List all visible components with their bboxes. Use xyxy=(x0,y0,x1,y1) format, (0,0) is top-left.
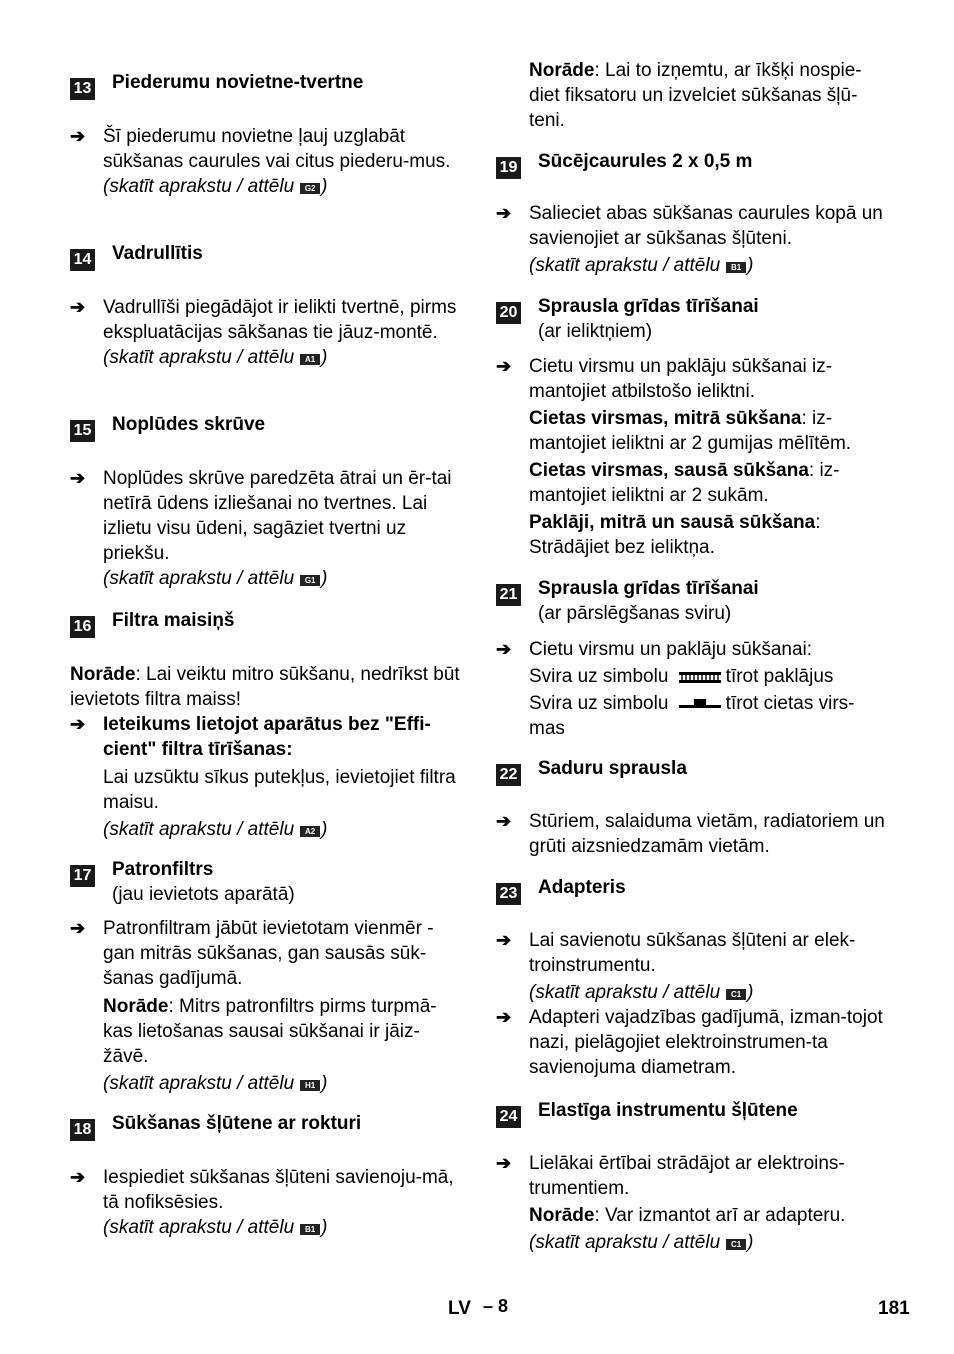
section-15-body xyxy=(70,466,460,591)
figure-reference: (skatīt aprakstu / attēlu G1 ) xyxy=(103,568,328,589)
footer-page-label: – 8 xyxy=(483,1296,509,1316)
arrow-right-icon: ➔ xyxy=(496,1153,512,1173)
note-paragraph: Norāde: Mitrs patronfiltrs pirms turpmā-kas lietošanas sausai sūkšanai ir jāiz-žāvē. xyxy=(103,996,437,1067)
section-number: 14 xyxy=(70,249,95,271)
section-number: 22 xyxy=(496,764,521,786)
footer-language: LV xyxy=(448,1298,471,1319)
bullet-text: Stūriem, salaiduma vietām, radiatoriem un grūti aizsniedzamām vietām. xyxy=(529,811,885,857)
bullet-text: Patronfiltram jābūt ievietotam vienmēr - gan mitrās sūkšanas, gan sausās sūk-šanas gadījumā. xyxy=(103,918,434,989)
section-title: Elastīga instrumentu šļūtene xyxy=(538,1100,798,1121)
figure-reference: (skatīt aprakstu / attēlu B1 ) xyxy=(529,255,754,276)
section-number: 21 xyxy=(496,584,521,606)
section-number: 18 xyxy=(70,1119,95,1141)
figure-ref-icon: H1 xyxy=(300,1080,320,1091)
figure-ref-icon: B1 xyxy=(726,262,746,273)
bullet-text: Lai savienotu sūkšanas šļūteni ar elek-troinstrumentu. xyxy=(529,930,856,976)
paragraph: Cietas virsmas, sausā sūkšana: iz-mantojiet ieliktni ar 2 sukām. xyxy=(529,460,840,506)
bullet-text: Adapteri vajadzības gadījumā, izman-tojot nazi, pielāgojiet elektroinstrumen-ta savienojuma diametram. xyxy=(529,1007,883,1078)
arrow-right-icon: ➔ xyxy=(496,639,512,659)
section-title: Sūcējcaurules 2 x 0,5 m xyxy=(538,151,753,172)
section-title: Noplūdes skrūve xyxy=(112,414,266,435)
hard-floor-symbol-icon xyxy=(678,697,722,711)
section-number: 13 xyxy=(70,78,95,100)
footer-page-number: 181 xyxy=(878,1298,910,1319)
carpet-symbol-icon xyxy=(678,670,722,684)
section-16-header xyxy=(70,608,235,638)
section-19-header xyxy=(496,149,752,179)
bullet-text: Lielākai ērtībai strādājot ar elektroins-trumentiem. xyxy=(529,1153,845,1199)
figure-ref-icon: G1 xyxy=(300,575,320,586)
section-subtitle: (ar ieliktņiem) xyxy=(538,321,653,342)
section-title: Sūkšanas šļūtene ar rokturi xyxy=(112,1113,362,1134)
arrow-right-icon: ➔ xyxy=(70,126,86,146)
arrow-right-icon: ➔ xyxy=(496,1007,512,1027)
section-number: 24 xyxy=(496,1106,521,1128)
arrow-right-icon: ➔ xyxy=(496,203,512,223)
section-subtitle: (ar pārslēgšanas sviru) xyxy=(538,603,732,624)
section-24-body xyxy=(496,1151,886,1255)
arrow-right-icon: ➔ xyxy=(496,811,512,831)
figure-ref-icon: B1 xyxy=(300,1224,320,1235)
figure-ref-icon: C1 xyxy=(726,1239,746,1250)
section-subtitle: (jau ievietots aparātā) xyxy=(112,884,295,905)
section-13-header xyxy=(70,70,363,100)
arrow-right-icon: ➔ xyxy=(70,1167,86,1187)
section-number: 20 xyxy=(496,302,521,324)
bullet-text: Cietu virsmu un paklāju sūkšanai: Svira uz simbolu tīrot paklājus Svira uz simbolu tīrot cietas virs- mas xyxy=(529,639,855,739)
bullet-text: Iespiediet sūkšanas šļūteni savienoju-mā, tā nofiksēsies. xyxy=(103,1167,454,1213)
section-14-header xyxy=(70,241,203,271)
section-title: Adapteris xyxy=(538,877,626,898)
section-20-header xyxy=(496,294,759,344)
figure-reference: (skatīt aprakstu / attēlu C1 ) xyxy=(529,982,754,1003)
section-19-body xyxy=(496,201,886,278)
figure-reference: (skatīt aprakstu / attēlu B1 ) xyxy=(103,1217,328,1238)
figure-reference: (skatīt aprakstu / attēlu H1 ) xyxy=(103,1073,328,1094)
note-paragraph: Norāde: Var izmantot arī ar adapteru. xyxy=(529,1205,846,1226)
arrow-right-icon: ➔ xyxy=(70,714,86,734)
figure-reference: (skatīt aprakstu / attēlu A2 ) xyxy=(103,819,328,840)
section-14-body xyxy=(70,295,460,370)
section-18-header xyxy=(70,1111,361,1141)
figure-ref-icon: G2 xyxy=(300,183,320,194)
section-title: Piederumu novietne-tvertne xyxy=(112,72,364,93)
section-title: Vadrullītis xyxy=(112,243,203,264)
section-title: Sprausla grīdas tīrīšanai xyxy=(538,578,759,599)
paragraph: Lai uzsūktu sīkus putekļus, ievietojiet filtra maisu. xyxy=(103,767,456,813)
section-16-body xyxy=(70,662,460,842)
arrow-right-icon: ➔ xyxy=(70,918,86,938)
section-title: Saduru sprausla xyxy=(538,758,687,779)
bullet-text: Ieteikums lietojot aparātus bez "Effi-cient" filtra tīrīšanas: xyxy=(103,714,431,760)
section-18-body xyxy=(70,1165,460,1240)
section-number: 16 xyxy=(70,616,95,638)
arrow-right-icon: ➔ xyxy=(496,356,512,376)
bullet-text: Vadrullīši piegādājot ir ielikti tvertnē, pirms ekspluatācijas sākšanas tie jāuz-montē. xyxy=(103,297,457,343)
section-title: Patronfiltrs xyxy=(112,859,214,880)
section-24-header xyxy=(496,1098,798,1128)
section-title: Sprausla grīdas tīrīšanai xyxy=(538,296,759,317)
section-21-body xyxy=(496,637,886,741)
section-17-body xyxy=(70,916,460,1096)
section-22-body xyxy=(496,809,886,859)
arrow-right-icon: ➔ xyxy=(496,930,512,950)
section-23-header xyxy=(496,875,626,905)
section-number: 15 xyxy=(70,420,95,442)
arrow-right-icon: ➔ xyxy=(70,297,86,317)
section-22-header xyxy=(496,756,687,786)
figure-reference: (skatīt aprakstu / attēlu G2 ) xyxy=(103,176,328,197)
figure-ref-icon: A1 xyxy=(300,354,320,365)
figure-ref-icon: A2 xyxy=(300,826,320,837)
section-title: Filtra maisiņš xyxy=(112,610,235,631)
section-15-header xyxy=(70,412,265,442)
note-paragraph: Norāde: Lai to izņemtu, ar īkšķi nospie-diet fiksatoru un izvelciet sūkšanas šļū-teni. xyxy=(529,60,862,131)
section-17-header xyxy=(70,857,295,907)
figure-reference: (skatīt aprakstu / attēlu A1 ) xyxy=(103,347,328,368)
bullet-text: Šī piederumu novietne ļauj uzglabāt sūkšanas caurules vai citus piederu-mus. xyxy=(103,126,451,172)
paragraph: Paklāji, mitrā un sausā sūkšana: Strādājiet bez ieliktņa. xyxy=(529,512,821,558)
section-number: 23 xyxy=(496,883,521,905)
section-21-header xyxy=(496,576,759,626)
arrow-right-icon: ➔ xyxy=(70,468,86,488)
bullet-text: Cietu virsmu un paklāju sūkšanai iz-mantojiet atbilstošo ieliktni. xyxy=(529,356,833,402)
bullet-text: Noplūdes skrūve paredzēta ātrai un ēr-tai netīrā ūdens izliešanai no tvertnes. Lai izlietu visu ūdeni, sagāziet tvertni uz priekšu. xyxy=(103,468,452,564)
note-paragraph: Norāde: Lai veiktu mitro sūkšanu, nedrīkst būt ievietots filtra maiss! xyxy=(70,664,460,710)
figure-ref-icon: C1 xyxy=(726,989,746,1000)
section-number: 17 xyxy=(70,865,95,887)
section-23-body xyxy=(496,928,886,1080)
paragraph: Cietas virsmas, mitrā sūkšana: iz-mantojiet ieliktni ar 2 gumijas mēlītēm. xyxy=(529,408,852,454)
section-number: 19 xyxy=(496,157,521,179)
figure-reference: (skatīt aprakstu / attēlu C1 ) xyxy=(529,1232,754,1253)
section-20-body xyxy=(496,354,886,560)
section-13-body xyxy=(70,124,460,199)
bullet-text: Salieciet abas sūkšanas caurules kopā un savienojiet ar sūkšanas šļūteni. xyxy=(529,203,883,249)
